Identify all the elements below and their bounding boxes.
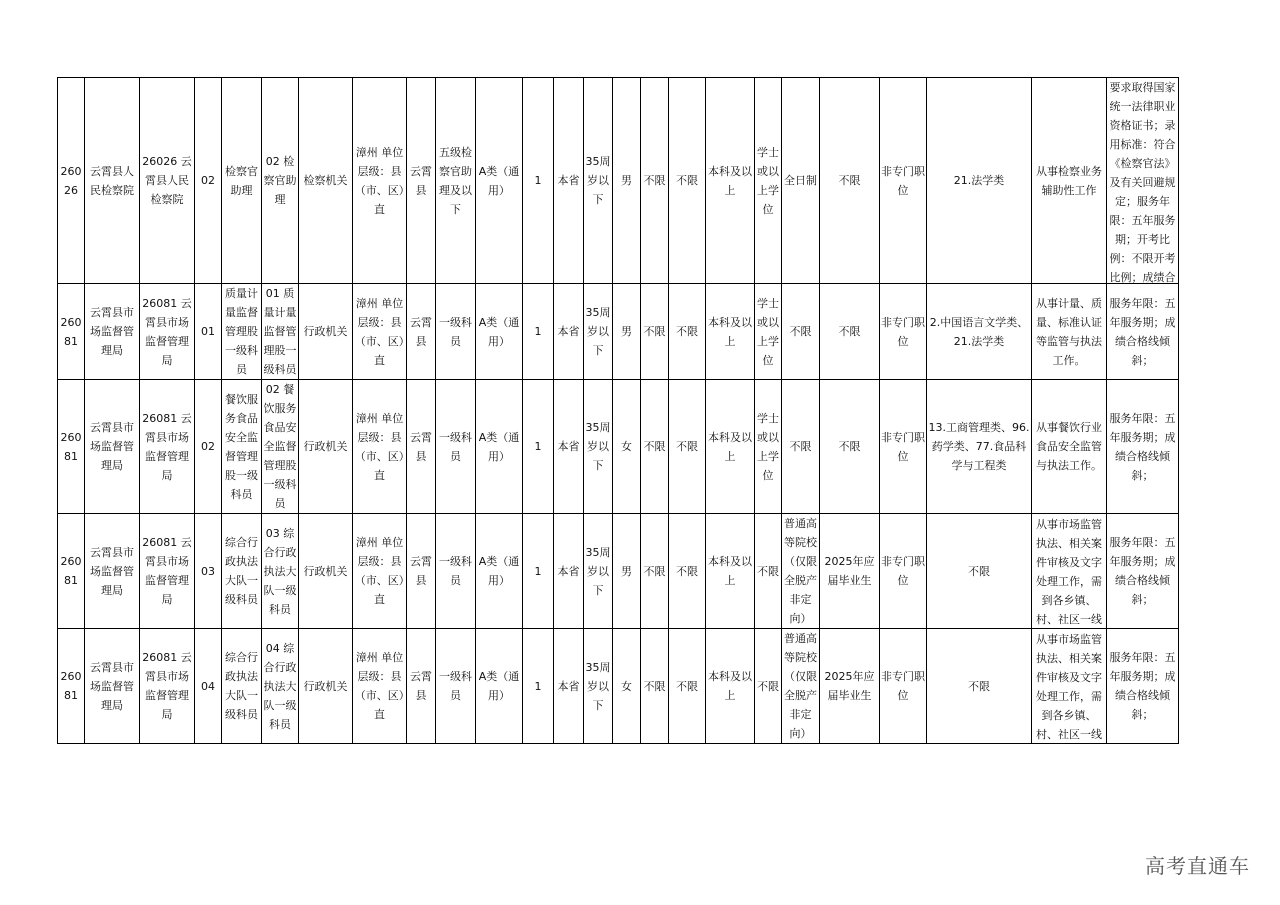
unit-code: 26081 xyxy=(58,629,85,744)
specialty-type: 非专门职位 xyxy=(880,629,927,744)
gender: 男 xyxy=(613,78,641,284)
remark: 服务年限：五年服务期；成绩合格线倾斜； xyxy=(1107,514,1179,629)
table-row xyxy=(58,629,1179,744)
unit-nature: 行政机关 xyxy=(299,514,353,629)
ethnic: 不限 xyxy=(641,629,669,744)
remark xyxy=(1107,78,1179,284)
unit-full: 26081 云霄县市场监督管理局 xyxy=(140,629,195,744)
age-limit: 35周岁以下 xyxy=(584,629,613,744)
hire-count: 1 xyxy=(523,629,554,744)
major: 2.中国语言文学类、21.法学类 xyxy=(927,284,1032,380)
age-limit: 35周岁以下 xyxy=(584,380,613,514)
job-name: 检察官助理 xyxy=(222,78,262,284)
unit-code: 26081 xyxy=(58,380,85,514)
job-seq: 02 xyxy=(195,78,222,284)
age-limit: 35周岁以下 xyxy=(584,514,613,629)
unit-full: 26081 云霄县市场监督管理局 xyxy=(140,380,195,514)
table-row xyxy=(58,78,1179,284)
job-name: 综合行政执法大队一级科员 xyxy=(222,514,262,629)
table-row xyxy=(58,514,1179,629)
duty xyxy=(1032,629,1107,744)
unit-nature: 行政机关 xyxy=(299,629,353,744)
candidate-source: 不限 xyxy=(820,284,880,380)
job-full: 02 检察官助理 xyxy=(262,78,299,284)
unit-full: 26026 云霄县人民检察院 xyxy=(140,78,195,284)
exam-type: A类（通用） xyxy=(476,380,523,514)
job-seq: 01 xyxy=(195,284,222,380)
job-grade: 一级科员 xyxy=(436,380,476,514)
education: 本科及以上 xyxy=(706,78,755,284)
area: 云霄县 xyxy=(407,284,436,380)
unit-nature: 行政机关 xyxy=(299,284,353,380)
unit-name: 云霄县市场监督管理局 xyxy=(85,629,140,744)
job-name: 质量计量监督管理股一级科员 xyxy=(222,284,262,380)
exam-type: A类（通用） xyxy=(476,629,523,744)
degree: 不限 xyxy=(755,629,782,744)
origin: 本省 xyxy=(554,514,584,629)
job-seq: 03 xyxy=(195,514,222,629)
duty-text: 从事市场监管执法、相关案件审核及文字处理工作，需到各乡镇、村、社区一线 xyxy=(1036,518,1102,626)
job-grade: 一级科员 xyxy=(436,514,476,629)
degree: 学士或以上学位 xyxy=(755,380,782,514)
study-mode: 普通高等院校（仅限全脱产非定向） xyxy=(782,629,820,744)
origin: 本省 xyxy=(554,380,584,514)
education: 本科及以上 xyxy=(706,284,755,380)
origin: 本省 xyxy=(554,78,584,284)
job-grade: 一级科员 xyxy=(436,629,476,744)
study-mode: 普通高等院校（仅限全脱产非定向） xyxy=(782,514,820,629)
unit-name: 云霄县人民检察院 xyxy=(85,78,140,284)
unit-name: 云霄县市场监督管理局 xyxy=(85,284,140,380)
job-seq: 04 xyxy=(195,629,222,744)
area: 云霄县 xyxy=(407,514,436,629)
job-grade: 一级科员 xyxy=(436,284,476,380)
candidate-source: 2025年应届毕业生 xyxy=(820,629,880,744)
duty-text: 从事市场监管执法、相关案件审核及文字处理工作，需到各乡镇、村、社区一线 xyxy=(1036,633,1102,741)
education: 本科及以上 xyxy=(706,380,755,514)
watermark: 高考直通车 xyxy=(1145,854,1250,878)
candidate-source: 2025年应届毕业生 xyxy=(820,514,880,629)
remark: 服务年限：五年服务期；成绩合格线倾斜； xyxy=(1107,629,1179,744)
job-full: 04 综合行政执法大队一级科员 xyxy=(262,629,299,744)
origin: 本省 xyxy=(554,284,584,380)
table-row xyxy=(58,380,1179,514)
area: 云霄县 xyxy=(407,629,436,744)
job-full: 02 餐饮服务食品安全监督管理股一级科员 xyxy=(262,380,299,514)
political-status: 不限 xyxy=(669,629,706,744)
specialty-type: 非专门职位 xyxy=(880,514,927,629)
job-grade: 五级检察官助理及以下 xyxy=(436,78,476,284)
hire-count: 1 xyxy=(523,284,554,380)
ethnic: 不限 xyxy=(641,78,669,284)
remark-text: 要求取得国家统一法律职业资格证书；录用标准：符合《检察官法》及有关回避规定；服务年限：五年服务期；开考比例：不限开考比例；成绩合 xyxy=(1109,81,1176,283)
political-status: 不限 xyxy=(669,514,706,629)
unit-name: 云霄县市场监督管理局 xyxy=(85,380,140,514)
table-row xyxy=(58,284,1179,380)
age-limit: 35周岁以下 xyxy=(584,78,613,284)
job-full: 03 综合行政执法大队一级科员 xyxy=(262,514,299,629)
area: 云霄县 xyxy=(407,380,436,514)
education: 本科及以上 xyxy=(706,514,755,629)
political-status: 不限 xyxy=(669,380,706,514)
unit-full: 26081 云霄县市场监督管理局 xyxy=(140,514,195,629)
unit-name: 云霄县市场监督管理局 xyxy=(85,514,140,629)
education: 本科及以上 xyxy=(706,629,755,744)
job-seq: 02 xyxy=(195,380,222,514)
hire-count: 1 xyxy=(523,514,554,629)
unit-level: 漳州 单位层级：县（市、区）直 xyxy=(353,380,407,514)
unit-nature: 行政机关 xyxy=(299,380,353,514)
candidate-source: 不限 xyxy=(820,380,880,514)
duty: 从事检察业务辅助性工作 xyxy=(1032,78,1107,284)
unit-level: 漳州 单位层级：县（市、区）直 xyxy=(353,284,407,380)
study-mode: 不限 xyxy=(782,284,820,380)
major: 不限 xyxy=(927,629,1032,744)
gender: 女 xyxy=(613,629,641,744)
unit-code: 26081 xyxy=(58,284,85,380)
ethnic: 不限 xyxy=(641,380,669,514)
ethnic: 不限 xyxy=(641,514,669,629)
gender: 男 xyxy=(613,514,641,629)
political-status: 不限 xyxy=(669,78,706,284)
recruitment-table xyxy=(57,77,1179,744)
unit-level: 漳州 单位层级：县（市、区）直 xyxy=(353,78,407,284)
political-status: 不限 xyxy=(669,284,706,380)
job-name: 综合行政执法大队一级科员 xyxy=(222,629,262,744)
major: 不限 xyxy=(927,514,1032,629)
study-mode: 全日制 xyxy=(782,78,820,284)
origin: 本省 xyxy=(554,629,584,744)
specialty-type: 非专门职位 xyxy=(880,380,927,514)
specialty-type: 非专门职位 xyxy=(880,284,927,380)
unit-level: 漳州 单位层级：县（市、区）直 xyxy=(353,629,407,744)
exam-type: A类（通用） xyxy=(476,514,523,629)
study-mode: 不限 xyxy=(782,380,820,514)
remark: 服务年限：五年服务期；成绩合格线倾斜； xyxy=(1107,284,1179,380)
duty: 从事计量、质量、标准认证等监管与执法工作。 xyxy=(1032,284,1107,380)
degree: 学士或以上学位 xyxy=(755,284,782,380)
age-limit: 35周岁以下 xyxy=(584,284,613,380)
exam-type: A类（通用） xyxy=(476,78,523,284)
unit-code: 26081 xyxy=(58,514,85,629)
hire-count: 1 xyxy=(523,78,554,284)
duty xyxy=(1032,514,1107,629)
unit-level: 漳州 单位层级：县（市、区）直 xyxy=(353,514,407,629)
unit-full: 26081 云霄县市场监督管理局 xyxy=(140,284,195,380)
gender: 女 xyxy=(613,380,641,514)
duty: 从事餐饮行业食品安全监管与执法工作。 xyxy=(1032,380,1107,514)
degree: 不限 xyxy=(755,514,782,629)
major: 21.法学类 xyxy=(927,78,1032,284)
area: 云霄县 xyxy=(407,78,436,284)
candidate-source: 不限 xyxy=(820,78,880,284)
hire-count: 1 xyxy=(523,380,554,514)
gender: 男 xyxy=(613,284,641,380)
job-name: 餐饮服务食品安全监督管理股一级科员 xyxy=(222,380,262,514)
unit-code: 26026 xyxy=(58,78,85,284)
major: 13.工商管理类、96.药学类、77.食品科学与工程类 xyxy=(927,380,1032,514)
remark: 服务年限：五年服务期；成绩合格线倾斜； xyxy=(1107,380,1179,514)
job-full: 01 质量计量监督管理股一级科员 xyxy=(262,284,299,380)
degree: 学士或以上学位 xyxy=(755,78,782,284)
specialty-type: 非专门职位 xyxy=(880,78,927,284)
exam-type: A类（通用） xyxy=(476,284,523,380)
ethnic: 不限 xyxy=(641,284,669,380)
unit-nature: 检察机关 xyxy=(299,78,353,284)
